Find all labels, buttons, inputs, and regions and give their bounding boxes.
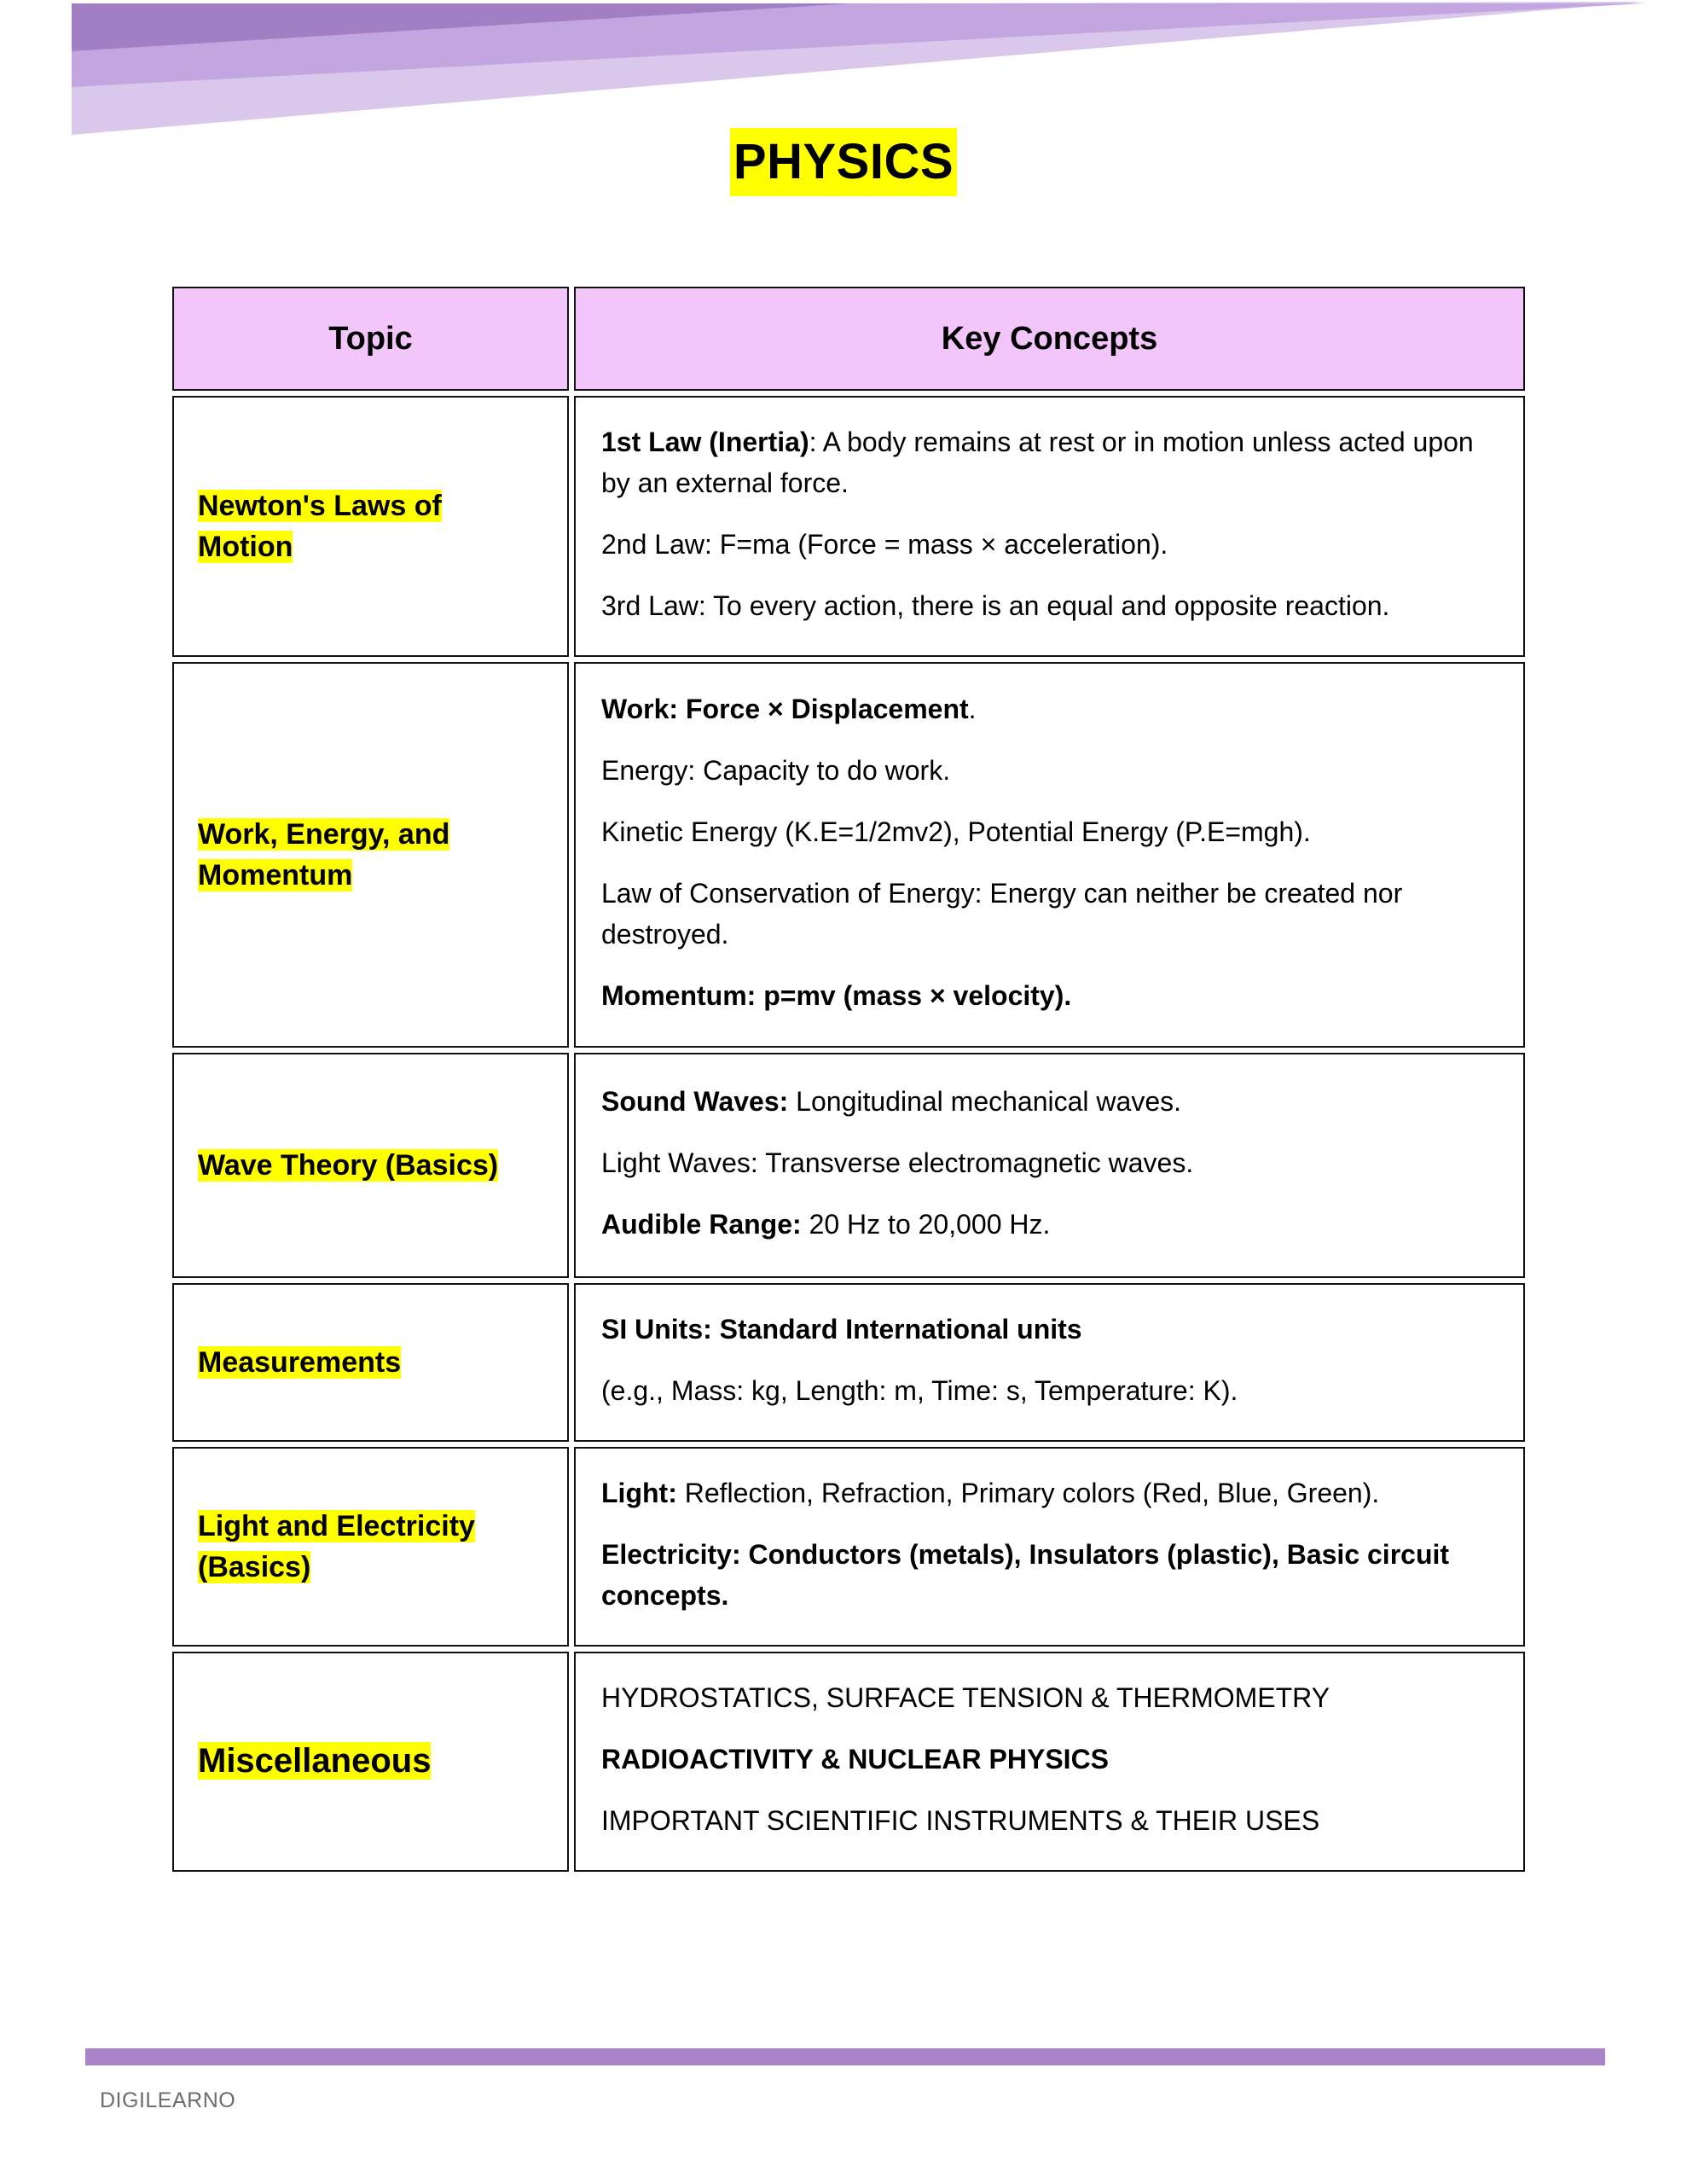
concept-bold-text: 1st Law (Inertia) xyxy=(601,427,809,457)
concept-text: Law of Conservation of Energy: Energy can neither be created nor destroyed. xyxy=(601,878,1403,950)
concept-line xyxy=(601,1534,1498,1616)
concept-text: IMPORTANT SCIENTIFIC INSTRUMENTS & THEIR USES xyxy=(601,1805,1320,1836)
concept-line xyxy=(601,750,1498,791)
concept-text: : A body remains at rest or in motion unless acted upon by an external force. xyxy=(601,427,1474,498)
topic-cell xyxy=(172,662,569,1048)
concept-text: 20 Hz to 20,000 Hz. xyxy=(801,1209,1051,1240)
concept-text: Longitudinal mechanical waves. xyxy=(788,1086,1181,1117)
concept-text: Light Waves: Transverse electromagnetic waves. xyxy=(601,1147,1194,1178)
concept-line xyxy=(601,421,1498,503)
concept-bold-text: Electricity: Conductors (metals), Insulators (plastic), Basic circuit concepts. xyxy=(601,1539,1450,1611)
topic-cell xyxy=(172,396,569,657)
table-row xyxy=(172,1283,1525,1442)
table-header-row xyxy=(172,287,1525,391)
concept-text: Reflection, Refraction, Primary colors (Red, Blue, Green). xyxy=(676,1478,1380,1508)
concept-line xyxy=(601,688,1498,729)
header-banner xyxy=(0,0,1687,145)
concept-line xyxy=(601,1081,1498,1122)
concept-line xyxy=(601,975,1498,1016)
table-row xyxy=(172,662,1525,1048)
concept-text: 2nd Law: F=ma (Force = mass × acceleration). xyxy=(601,529,1168,560)
topic-label: Wave Theory (Basics) xyxy=(198,1149,499,1182)
topic-label: Newton's Laws of Motion xyxy=(198,490,442,563)
concept-bold-text: Light: xyxy=(601,1478,677,1508)
concept-line xyxy=(601,585,1498,626)
topic-cell xyxy=(172,1283,569,1442)
concepts-cell xyxy=(574,662,1525,1048)
concept-line xyxy=(601,811,1498,852)
topic-cell xyxy=(172,1053,569,1278)
table-row xyxy=(172,1652,1525,1872)
concepts-cell xyxy=(574,1053,1525,1278)
concepts-cell xyxy=(574,396,1525,657)
concept-text: Kinetic Energy (K.E=1/2mv2), Potential Energy (P.E=mgh). xyxy=(601,816,1311,847)
topic-cell xyxy=(172,1652,569,1872)
concept-line xyxy=(601,1800,1498,1841)
concept-bold-text: RADIOACTIVITY & NUCLEAR PHYSICS xyxy=(601,1744,1110,1774)
concept-bold-text: Work: Force × Displacement xyxy=(601,694,969,724)
concept-line xyxy=(601,1739,1498,1780)
concepts-cell xyxy=(574,1652,1525,1872)
footer-bar xyxy=(85,2048,1605,2065)
topic-label: Light and Electricity (Basics) xyxy=(198,1510,475,1583)
concepts-cell xyxy=(574,1283,1525,1442)
topic-label: Measurements xyxy=(198,1346,402,1379)
concept-line xyxy=(601,1472,1498,1513)
page-title: PHYSICS xyxy=(730,128,957,196)
topics-table xyxy=(167,282,1530,1877)
concept-line xyxy=(601,1370,1498,1411)
header-key-concepts: Key Concepts xyxy=(574,287,1525,391)
concepts-cell xyxy=(574,1447,1525,1647)
concept-bold-text: Sound Waves: xyxy=(601,1086,789,1117)
concept-bold-text: SI Units: Standard International units xyxy=(601,1314,1082,1345)
concept-text: HYDROSTATICS, SURFACE TENSION & THERMOMETRY xyxy=(601,1682,1330,1713)
table-row xyxy=(172,396,1525,657)
concept-text: Energy: Capacity to do work. xyxy=(601,755,951,786)
concept-line xyxy=(601,873,1498,955)
topic-label: Work, Energy, and Momentum xyxy=(198,818,450,892)
concept-line xyxy=(601,1204,1498,1245)
concept-line xyxy=(601,1677,1498,1718)
concept-line xyxy=(601,524,1498,565)
topic-cell xyxy=(172,1447,569,1647)
concept-line xyxy=(601,1142,1498,1183)
concept-bold-text: Momentum: p=mv (mass × velocity). xyxy=(601,980,1072,1011)
header-topic: Topic xyxy=(172,287,569,391)
footer-brand: DIGILEARNO xyxy=(100,2088,236,2112)
concept-text: . xyxy=(968,694,977,724)
concept-line xyxy=(601,1309,1498,1350)
table-row xyxy=(172,1447,1525,1647)
topic-label: Miscellaneous xyxy=(198,1742,432,1780)
concept-bold-text: Audible Range: xyxy=(601,1209,802,1240)
concept-text: (e.g., Mass: kg, Length: m, Time: s, Temperature: K). xyxy=(601,1375,1238,1406)
concept-text: 3rd Law: To every action, there is an equal and opposite reaction. xyxy=(601,590,1390,621)
table-row xyxy=(172,1053,1525,1278)
